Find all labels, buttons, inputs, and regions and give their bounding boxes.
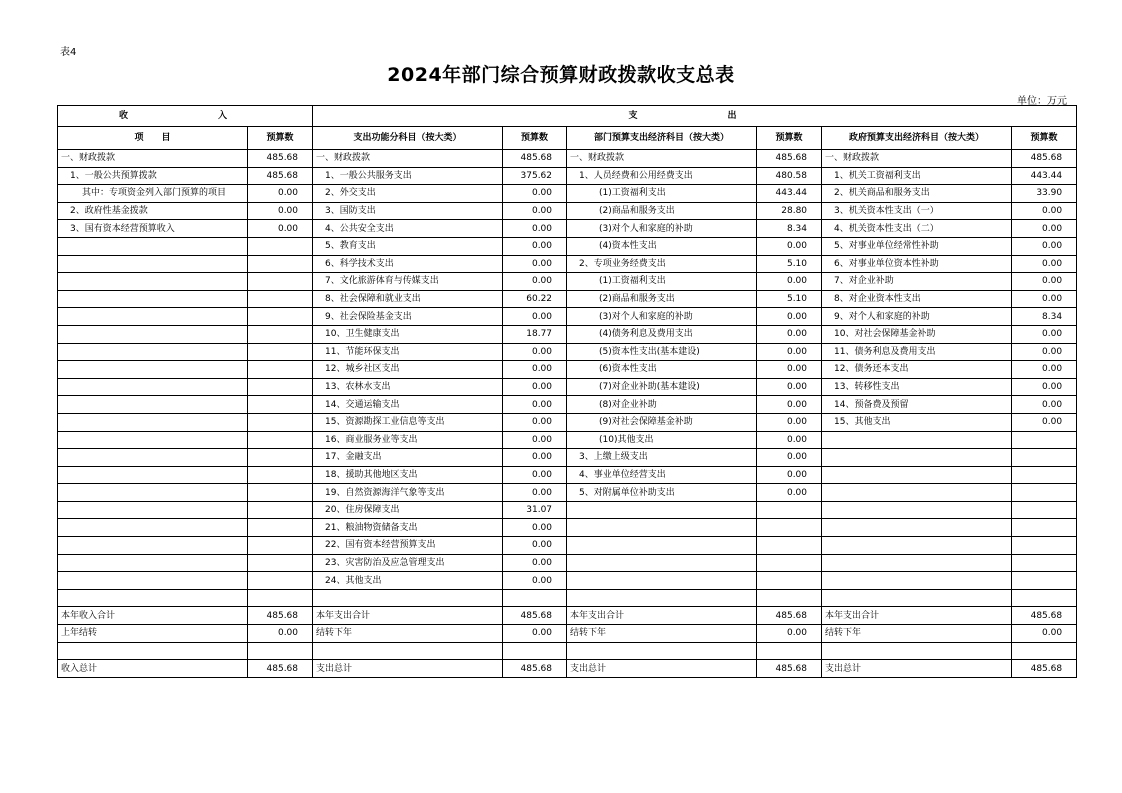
table-row [58, 642, 1077, 660]
table-row [58, 167, 1077, 185]
table-row [58, 625, 1077, 643]
unit-label: 单位：万元 [1017, 96, 1067, 107]
dept-item-cell: (9)对社会保障基金补助 [567, 413, 757, 431]
func-item-cell: 4、公共安全支出 [313, 220, 503, 238]
dept-item-cell: (1)工资福利支出 [567, 185, 757, 203]
dept-item-cell: (2)商品和服务支出 [567, 290, 757, 308]
income-budget-cell [248, 273, 313, 291]
func-budget-cell [503, 589, 567, 607]
dept-item-cell: 支出总计 [567, 660, 757, 678]
dept-budget-cell: 0.00 [757, 273, 822, 291]
func-item-cell: 5、教育支出 [313, 237, 503, 255]
col-header-gov: 政府预算支出经济科目（按大类） [822, 127, 1012, 150]
dept-budget-cell [757, 642, 822, 660]
gov-budget-cell [1012, 642, 1077, 660]
func-budget-cell: 0.00 [503, 308, 567, 326]
dept-budget-cell: 0.00 [757, 449, 822, 467]
dept-item-cell [567, 537, 757, 555]
func-item-cell: 3、国防支出 [313, 202, 503, 220]
dept-budget-cell: 485.68 [757, 607, 822, 625]
dept-item-cell [567, 501, 757, 519]
table-row [58, 607, 1077, 625]
func-item-cell: 16、商业服务业等支出 [313, 431, 503, 449]
table-row [58, 554, 1077, 572]
func-budget-cell: 0.00 [503, 185, 567, 203]
func-budget-cell: 0.00 [503, 255, 567, 273]
table-row [58, 537, 1077, 555]
table-row [58, 431, 1077, 449]
income-budget-cell [248, 589, 313, 607]
dept-budget-cell: 5.10 [757, 255, 822, 273]
dept-item-cell: 结转下年 [567, 625, 757, 643]
func-item-cell: 8、社会保障和就业支出 [313, 290, 503, 308]
func-budget-cell: 0.00 [503, 431, 567, 449]
gov-item-cell [822, 431, 1012, 449]
dept-item-cell: (1)工资福利支出 [567, 273, 757, 291]
page-title: 2024年部门综合预算财政拨款收支总表 [387, 64, 735, 86]
gov-item-cell: 结转下年 [822, 625, 1012, 643]
dept-budget-cell: 0.00 [757, 343, 822, 361]
table-row [58, 660, 1077, 678]
gov-budget-cell [1012, 519, 1077, 537]
income-item-cell [58, 466, 248, 484]
dept-budget-cell [757, 501, 822, 519]
gov-item-cell: 3、机关资本性支出（一） [822, 202, 1012, 220]
income-item-cell [58, 237, 248, 255]
table-row [58, 325, 1077, 343]
func-item-cell: 10、卫生健康支出 [313, 325, 503, 343]
income-item-cell: 收入总计 [58, 660, 248, 678]
gov-item-cell: 5、对事业单位经常性补助 [822, 237, 1012, 255]
func-item-cell: 9、社会保险基金支出 [313, 308, 503, 326]
gov-budget-cell [1012, 466, 1077, 484]
dept-item-cell: 2、专项业务经费支出 [567, 255, 757, 273]
dept-item-cell: 3、上缴上级支出 [567, 449, 757, 467]
income-budget-cell [248, 642, 313, 660]
gov-item-cell [822, 519, 1012, 537]
func-budget-cell: 485.68 [503, 150, 567, 168]
income-budget-cell [248, 237, 313, 255]
table-row [58, 273, 1077, 291]
col-header-budget: 预算数 [503, 127, 567, 150]
table-row [58, 484, 1077, 502]
income-header: 收 入 [58, 106, 313, 127]
income-budget-cell [248, 484, 313, 502]
gov-budget-cell: 0.00 [1012, 413, 1077, 431]
func-budget-cell: 0.00 [503, 220, 567, 238]
table-row [58, 589, 1077, 607]
income-item-cell [58, 537, 248, 555]
col-header-func: 支出功能分科目（按大类） [313, 127, 503, 150]
gov-item-cell: 1、机关工资福利支出 [822, 167, 1012, 185]
income-budget-cell: 485.68 [248, 167, 313, 185]
func-budget-cell: 0.00 [503, 537, 567, 555]
table-row [58, 466, 1077, 484]
dept-budget-cell: 0.00 [757, 361, 822, 379]
gov-budget-cell: 485.68 [1012, 150, 1077, 168]
gov-item-cell [822, 449, 1012, 467]
func-budget-cell: 0.00 [503, 273, 567, 291]
dept-item-cell: (4)资本性支出 [567, 237, 757, 255]
income-item-cell [58, 589, 248, 607]
dept-item-cell [567, 642, 757, 660]
gov-budget-cell [1012, 449, 1077, 467]
func-budget-cell: 0.00 [503, 572, 567, 590]
gov-budget-cell [1012, 537, 1077, 555]
func-budget-cell: 0.00 [503, 237, 567, 255]
income-item-cell: 一、财政拨款 [58, 150, 248, 168]
func-budget-cell: 485.68 [503, 607, 567, 625]
gov-item-cell [822, 484, 1012, 502]
gov-item-cell: 14、预备费及预留 [822, 396, 1012, 414]
table-row [58, 308, 1077, 326]
gov-item-cell [822, 589, 1012, 607]
expense-header: 支 出 [313, 106, 1077, 127]
dept-item-cell: 5、对附属单位补助支出 [567, 484, 757, 502]
dept-budget-cell [757, 554, 822, 572]
income-budget-cell [248, 290, 313, 308]
gov-item-cell: 11、债务利息及费用支出 [822, 343, 1012, 361]
income-budget-cell [248, 449, 313, 467]
header-row-group [58, 106, 1077, 127]
gov-item-cell [822, 537, 1012, 555]
income-budget-cell: 485.68 [248, 607, 313, 625]
income-budget-cell [248, 501, 313, 519]
func-item-cell: 24、其他支出 [313, 572, 503, 590]
func-budget-cell: 375.62 [503, 167, 567, 185]
func-budget-cell: 0.00 [503, 343, 567, 361]
gov-budget-cell: 0.00 [1012, 325, 1077, 343]
income-budget-cell [248, 255, 313, 273]
table-row [58, 501, 1077, 519]
income-item-cell [58, 642, 248, 660]
gov-item-cell [822, 572, 1012, 590]
gov-budget-cell [1012, 431, 1077, 449]
col-header-budget: 预算数 [1012, 127, 1077, 150]
income-item-cell [58, 484, 248, 502]
col-header-budget: 预算数 [248, 127, 313, 150]
func-item-cell: 本年支出合计 [313, 607, 503, 625]
func-item-cell: 6、科学技术支出 [313, 255, 503, 273]
func-budget-cell: 485.68 [503, 660, 567, 678]
table-row [58, 396, 1077, 414]
gov-item-cell: 8、对企业资本性支出 [822, 290, 1012, 308]
gov-budget-cell [1012, 554, 1077, 572]
table-row [58, 185, 1077, 203]
dept-budget-cell [757, 537, 822, 555]
income-budget-cell: 0.00 [248, 220, 313, 238]
func-budget-cell: 0.00 [503, 554, 567, 572]
gov-item-cell: 本年支出合计 [822, 607, 1012, 625]
gov-budget-cell: 0.00 [1012, 255, 1077, 273]
income-budget-cell [248, 378, 313, 396]
income-item-cell: 上年结转 [58, 625, 248, 643]
income-budget-cell: 485.68 [248, 150, 313, 168]
income-item-cell [58, 255, 248, 273]
dept-budget-cell: 8.34 [757, 220, 822, 238]
dept-item-cell: (5)资本性支出(基本建设) [567, 343, 757, 361]
gov-item-cell: 13、转移性支出 [822, 378, 1012, 396]
dept-budget-cell [757, 519, 822, 537]
income-budget-cell [248, 308, 313, 326]
income-budget-cell [248, 554, 313, 572]
gov-budget-cell: 0.00 [1012, 361, 1077, 379]
dept-item-cell: (8)对企业补助 [567, 396, 757, 414]
income-item-cell [58, 361, 248, 379]
gov-item-cell: 7、对企业补助 [822, 273, 1012, 291]
func-budget-cell: 0.00 [503, 396, 567, 414]
gov-budget-cell: 0.00 [1012, 378, 1077, 396]
table-row [58, 361, 1077, 379]
gov-budget-cell: 0.00 [1012, 625, 1077, 643]
gov-budget-cell [1012, 589, 1077, 607]
func-budget-cell [503, 642, 567, 660]
dept-budget-cell: 0.00 [757, 625, 822, 643]
gov-budget-cell: 443.44 [1012, 167, 1077, 185]
income-budget-cell [248, 343, 313, 361]
income-budget-cell: 0.00 [248, 202, 313, 220]
dept-budget-cell: 0.00 [757, 325, 822, 343]
income-item-cell [58, 449, 248, 467]
col-header-item: 项 目 [58, 127, 248, 150]
dept-budget-cell: 480.58 [757, 167, 822, 185]
dept-item-cell [567, 519, 757, 537]
dept-budget-cell [757, 589, 822, 607]
income-budget-cell [248, 431, 313, 449]
dept-budget-cell: 0.00 [757, 484, 822, 502]
income-item-cell [58, 431, 248, 449]
gov-budget-cell: 0.00 [1012, 290, 1077, 308]
dept-item-cell: (3)对个人和家庭的补助 [567, 308, 757, 326]
col-header-budget: 预算数 [757, 127, 822, 150]
table-row [58, 378, 1077, 396]
gov-item-cell: 9、对个人和家庭的补助 [822, 308, 1012, 326]
func-item-cell: 18、援助其他地区支出 [313, 466, 503, 484]
dept-budget-cell: 485.68 [757, 660, 822, 678]
dept-item-cell: (4)债务利息及费用支出 [567, 325, 757, 343]
table-row [58, 343, 1077, 361]
gov-item-cell [822, 642, 1012, 660]
dept-item-cell: (6)资本性支出 [567, 361, 757, 379]
income-budget-cell: 0.00 [248, 185, 313, 203]
dept-budget-cell: 0.00 [757, 413, 822, 431]
func-item-cell: 12、城乡社区支出 [313, 361, 503, 379]
income-budget-cell: 0.00 [248, 625, 313, 643]
income-item-cell [58, 378, 248, 396]
func-item-cell: 23、灾害防治及应急管理支出 [313, 554, 503, 572]
dept-budget-cell: 0.00 [757, 466, 822, 484]
income-item-cell: 3、国有资本经营预算收入 [58, 220, 248, 238]
func-item-cell [313, 589, 503, 607]
dept-item-cell: (3)对个人和家庭的补助 [567, 220, 757, 238]
dept-budget-cell: 0.00 [757, 431, 822, 449]
gov-budget-cell: 0.00 [1012, 220, 1077, 238]
income-item-cell [58, 519, 248, 537]
func-item-cell: 支出总计 [313, 660, 503, 678]
income-budget-cell [248, 361, 313, 379]
gov-budget-cell: 0.00 [1012, 396, 1077, 414]
dept-budget-cell: 0.00 [757, 396, 822, 414]
func-item-cell: 13、农林水支出 [313, 378, 503, 396]
gov-budget-cell: 485.68 [1012, 607, 1077, 625]
func-item-cell: 结转下年 [313, 625, 503, 643]
income-budget-cell [248, 519, 313, 537]
dept-budget-cell: 0.00 [757, 237, 822, 255]
gov-item-cell: 12、债务还本支出 [822, 361, 1012, 379]
table-number-label: 表4 [60, 47, 77, 58]
func-budget-cell: 0.00 [503, 449, 567, 467]
income-item-cell: 1、一般公共预算拨款 [58, 167, 248, 185]
gov-item-cell: 6、对事业单位资本性补助 [822, 255, 1012, 273]
dept-budget-cell: 28.80 [757, 202, 822, 220]
income-item-cell: 2、政府性基金拨款 [58, 202, 248, 220]
income-item-cell [58, 290, 248, 308]
gov-item-cell: 2、机关商品和服务支出 [822, 185, 1012, 203]
income-item-cell [58, 554, 248, 572]
func-budget-cell: 0.00 [503, 625, 567, 643]
income-budget-cell [248, 466, 313, 484]
func-budget-cell: 0.00 [503, 361, 567, 379]
income-budget-cell [248, 325, 313, 343]
income-item-cell [58, 343, 248, 361]
func-item-cell: 17、金融支出 [313, 449, 503, 467]
func-item-cell: 7、文化旅游体育与传媒支出 [313, 273, 503, 291]
gov-item-cell [822, 466, 1012, 484]
gov-budget-cell: 0.00 [1012, 273, 1077, 291]
income-item-cell [58, 396, 248, 414]
table-row [58, 413, 1077, 431]
dept-budget-cell: 443.44 [757, 185, 822, 203]
gov-item-cell [822, 501, 1012, 519]
gov-budget-cell [1012, 501, 1077, 519]
col-header-dept: 部门预算支出经济科目（按大类） [567, 127, 757, 150]
income-item-cell [58, 572, 248, 590]
income-budget-cell: 485.68 [248, 660, 313, 678]
gov-item-cell: 支出总计 [822, 660, 1012, 678]
func-item-cell: 19、自然资源海洋气象等支出 [313, 484, 503, 502]
gov-item-cell: 10、对社会保障基金补助 [822, 325, 1012, 343]
table-row [58, 202, 1077, 220]
func-item-cell: 22、国有资本经营预算支出 [313, 537, 503, 555]
gov-budget-cell [1012, 484, 1077, 502]
income-item-cell [58, 501, 248, 519]
gov-item-cell [822, 554, 1012, 572]
income-item-cell [58, 308, 248, 326]
dept-budget-cell: 485.68 [757, 150, 822, 168]
func-budget-cell: 60.22 [503, 290, 567, 308]
func-item-cell: 一、财政拨款 [313, 150, 503, 168]
func-budget-cell: 18.77 [503, 325, 567, 343]
gov-budget-cell [1012, 572, 1077, 590]
table-row [58, 519, 1077, 537]
gov-budget-cell: 0.00 [1012, 202, 1077, 220]
func-item-cell: 11、节能环保支出 [313, 343, 503, 361]
income-budget-cell [248, 572, 313, 590]
gov-item-cell: 一、财政拨款 [822, 150, 1012, 168]
income-item-cell [58, 325, 248, 343]
dept-budget-cell [757, 572, 822, 590]
func-item-cell [313, 642, 503, 660]
func-item-cell: 2、外交支出 [313, 185, 503, 203]
budget-table [57, 105, 1077, 678]
income-item-cell: 其中：专项资金列入部门预算的项目 [58, 185, 248, 203]
func-item-cell: 15、资源勘探工业信息等支出 [313, 413, 503, 431]
income-budget-cell [248, 537, 313, 555]
dept-budget-cell: 0.00 [757, 308, 822, 326]
income-item-cell [58, 413, 248, 431]
income-budget-cell [248, 413, 313, 431]
func-budget-cell: 0.00 [503, 519, 567, 537]
func-item-cell: 14、交通运输支出 [313, 396, 503, 414]
dept-item-cell: 本年支出合计 [567, 607, 757, 625]
func-budget-cell: 0.00 [503, 413, 567, 431]
gov-budget-cell: 0.00 [1012, 237, 1077, 255]
func-budget-cell: 0.00 [503, 202, 567, 220]
dept-item-cell: (10)其他支出 [567, 431, 757, 449]
gov-item-cell: 15、其他支出 [822, 413, 1012, 431]
func-budget-cell: 0.00 [503, 484, 567, 502]
table-row [58, 220, 1077, 238]
income-item-cell [58, 273, 248, 291]
income-item-cell: 本年收入合计 [58, 607, 248, 625]
gov-budget-cell: 485.68 [1012, 660, 1077, 678]
func-budget-cell: 31.07 [503, 501, 567, 519]
dept-item-cell: 4、事业单位经营支出 [567, 466, 757, 484]
table-row [58, 572, 1077, 590]
func-item-cell: 21、粮油物资储备支出 [313, 519, 503, 537]
dept-budget-cell: 5.10 [757, 290, 822, 308]
table-row [58, 255, 1077, 273]
table-row [58, 449, 1077, 467]
dept-item-cell: (7)对企业补助(基本建设) [567, 378, 757, 396]
dept-item-cell [567, 589, 757, 607]
header-row-columns [58, 127, 1077, 150]
dept-item-cell [567, 554, 757, 572]
dept-item-cell: 1、人员经费和公用经费支出 [567, 167, 757, 185]
table-row [58, 237, 1077, 255]
table-row [58, 150, 1077, 168]
dept-item-cell: 一、财政拨款 [567, 150, 757, 168]
func-budget-cell: 0.00 [503, 378, 567, 396]
func-item-cell: 1、一般公共服务支出 [313, 167, 503, 185]
table-row [58, 290, 1077, 308]
gov-budget-cell: 8.34 [1012, 308, 1077, 326]
gov-budget-cell: 33.90 [1012, 185, 1077, 203]
dept-item-cell [567, 572, 757, 590]
gov-budget-cell: 0.00 [1012, 343, 1077, 361]
gov-item-cell: 4、机关资本性支出（二） [822, 220, 1012, 238]
dept-item-cell: (2)商品和服务支出 [567, 202, 757, 220]
func-budget-cell: 0.00 [503, 466, 567, 484]
dept-budget-cell: 0.00 [757, 378, 822, 396]
func-item-cell: 20、住房保障支出 [313, 501, 503, 519]
income-budget-cell [248, 396, 313, 414]
